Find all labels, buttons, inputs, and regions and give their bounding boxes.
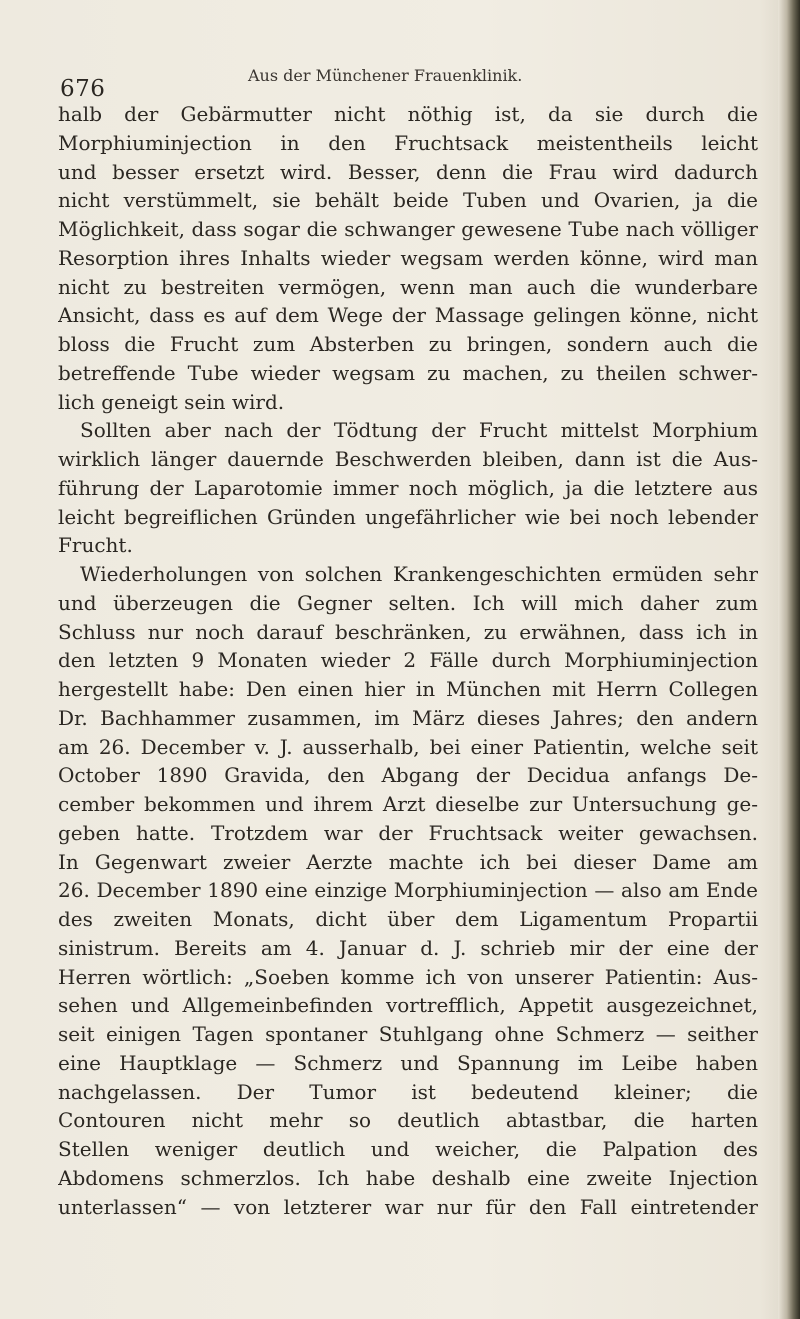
text-line: und besser ersetzt wird. Besser, denn die Frau wird dadurch bbox=[58, 159, 758, 184]
text-line: 26. December 1890 eine einzige Morphiuminjection — also am Ende bbox=[58, 878, 758, 903]
text-line: Abdomens schmerzlos. Ich habe deshalb eine zweite Injection bbox=[58, 1165, 758, 1190]
text-line: am 26. December v. J. ausserhalb, bei einer Patientin, welche seit bbox=[58, 734, 758, 759]
text-line: geben hatte. Trotzdem war der Fruchtsack weiter gewachsen. bbox=[58, 820, 758, 845]
text-line: seit einigen Tagen spontaner Stuhlgang ohne Schmerz — seither bbox=[58, 1022, 758, 1046]
text-line: nicht zu bestreiten vermögen, wenn man auch die wunderbare bbox=[58, 274, 758, 299]
text-line: Contouren nicht mehr so deutlich abtastbar, die harten bbox=[58, 1108, 758, 1133]
text-line: Sollten aber nach der Tödtung der Frucht mittelst Morphium bbox=[80, 418, 758, 443]
page-number: 676 bbox=[60, 76, 106, 102]
running-head: Aus der Münchener Frauenklinik. bbox=[248, 66, 523, 85]
text-line: sehen und Allgemeinbefinden vortrefflich, Appetit ausgezeichnet, bbox=[58, 993, 758, 1018]
text-line: nicht verstümmelt, sie behält beide Tuben und Ovarien, ja die bbox=[58, 188, 758, 213]
body-text bbox=[58, 100, 758, 1221]
text-line: cember bekommen und ihrem Arzt dieselbe zur Untersuchung ge- bbox=[58, 792, 758, 816]
page-edge-shadow bbox=[778, 0, 800, 1319]
text-line: leicht begreiflichen Gründen ungefährlicher wie bei noch lebender bbox=[58, 504, 758, 529]
text-line: Resorption ihres Inhalts wieder wegsam werden könne, wird man bbox=[58, 245, 758, 270]
text-line: betreffende Tube wieder wegsam zu machen, zu theilen schwer- bbox=[58, 360, 758, 385]
text-line: Stellen weniger deutlich und weicher, die Palpation des bbox=[58, 1137, 758, 1161]
text-line: Wiederholungen von solchen Krankengeschichten ermüden sehr bbox=[80, 562, 758, 586]
text-line: hergestellt habe: Den einen hier in München mit Herrn Collegen bbox=[58, 677, 758, 701]
text-line: Möglichkeit, dass sogar die schwanger gewesene Tube nach völliger bbox=[58, 217, 758, 241]
text-line: In Gegenwart zweier Aerzte machte ich bei dieser Dame am bbox=[58, 849, 758, 874]
text-line: wirklich länger dauernde Beschwerden bleiben, dann ist die Aus- bbox=[58, 447, 758, 471]
text-line: Frucht. bbox=[58, 533, 133, 558]
text-line: eine Hauptklage — Schmerz und Spannung im Leibe haben bbox=[58, 1050, 758, 1075]
text-line: des zweiten Monats, dicht über dem Ligamentum Propartii bbox=[58, 907, 758, 931]
text-line: Ansicht, dass es auf dem Wege der Massage gelingen könne, nicht bbox=[58, 303, 758, 328]
text-line: Dr. Bachhammer zusammen, im März dieses Jahres; den andern bbox=[58, 705, 758, 730]
text-line: lich geneigt sein wird. bbox=[58, 389, 285, 414]
text-line: Morphiuminjection in den Fruchtsack meistentheils leicht bbox=[58, 130, 758, 155]
text-line: nachgelassen. Der Tumor ist bedeutend kleiner; die bbox=[58, 1079, 758, 1104]
page-header bbox=[0, 56, 760, 102]
text-line: führung der Laparotomie immer noch möglich, ja die letztere aus bbox=[58, 475, 758, 500]
text-line: halb der Gebärmutter nicht nöthig ist, da sie durch die bbox=[58, 102, 758, 126]
text-line: bloss die Frucht zum Absterben zu bringen, sondern auch die bbox=[58, 332, 758, 356]
text-line: den letzten 9 Monaten wieder 2 Fälle durch Morphiuminjection bbox=[58, 648, 758, 673]
text-line: Herren wörtlich: „Soeben komme ich von unserer Patientin: Aus- bbox=[58, 964, 758, 989]
text-line: unterlassen“ — von letzterer war nur für den Fall eintretender bbox=[58, 1194, 758, 1219]
text-line: sinistrum. Bereits am 4. Januar d. J. schrieb mir der eine der bbox=[58, 935, 758, 960]
text-line: Schluss nur noch darauf beschränken, zu erwähnen, dass ich in bbox=[58, 619, 758, 644]
text-line: und überzeugen die Gegner selten. Ich will mich daher zum bbox=[58, 590, 758, 615]
text-line: October 1890 Gravida, den Abgang der Decidua anfangs De- bbox=[58, 763, 758, 788]
